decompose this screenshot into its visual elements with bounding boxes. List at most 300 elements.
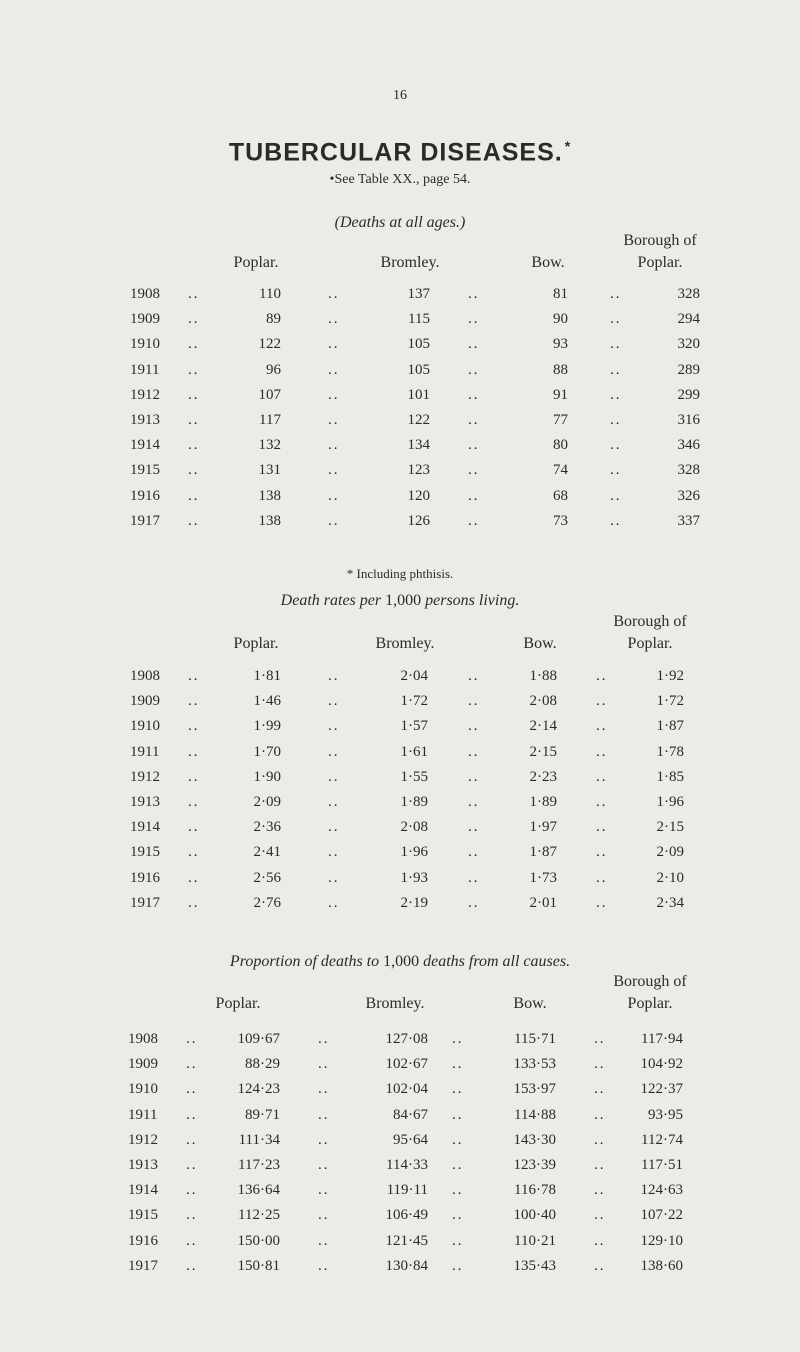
table-cell: 2·41 <box>253 844 281 861</box>
table-cell: 328 <box>677 286 700 302</box>
row-year: 1909 <box>130 693 160 710</box>
leader-dots: .. <box>468 311 480 328</box>
leader-dots: .. <box>610 311 622 328</box>
table-cell: 136·64 <box>237 1182 280 1199</box>
leader-dots: .. <box>610 462 622 479</box>
leader-dots: .. <box>188 361 200 378</box>
leader-dots: .. <box>186 1056 198 1073</box>
table-cell: 1·73 <box>529 869 557 886</box>
row-year: 1908 <box>130 668 160 684</box>
table-cell: 1·78 <box>656 743 684 760</box>
table-cell: 127·08 <box>385 1031 428 1047</box>
leader-dots: .. <box>596 819 608 836</box>
table-cell: 1·61 <box>400 743 428 760</box>
table-cell: 1·89 <box>529 794 557 810</box>
leader-dots: .. <box>594 1081 606 1098</box>
leader-dots: .. <box>186 1207 198 1224</box>
leader-dots: .. <box>594 1182 606 1199</box>
leader-dots: .. <box>186 1232 198 1249</box>
leader-dots: .. <box>188 311 200 328</box>
leader-dots: .. <box>328 743 340 760</box>
table-cell: 102·04 <box>385 1081 428 1098</box>
table-cell: 93 <box>553 336 568 353</box>
leader-dots: .. <box>328 768 340 785</box>
leader-dots: .. <box>594 1131 606 1148</box>
table-cell: 117·23 <box>238 1157 280 1173</box>
leader-dots: .. <box>188 869 200 886</box>
row-year: 1916 <box>128 1232 158 1249</box>
table-cell: 1·72 <box>656 693 684 710</box>
table-cell: 1·81 <box>253 668 281 684</box>
table-cell: 2·09 <box>656 844 684 861</box>
table-cell: 130·84 <box>385 1257 428 1274</box>
column-header: Bow. <box>531 254 565 271</box>
leader-dots: .. <box>328 462 340 479</box>
table-cell: 126 <box>407 512 430 529</box>
row-year: 1909 <box>128 1056 158 1073</box>
leader-dots: .. <box>188 336 200 353</box>
leader-dots: .. <box>188 512 200 529</box>
row-year: 1914 <box>128 1182 158 1199</box>
leader-dots: .. <box>188 462 200 479</box>
leader-dots: .. <box>594 1106 606 1123</box>
table-cell: 120 <box>407 487 430 504</box>
leader-dots: .. <box>468 794 480 810</box>
column-header-borough-line2: Poplar. <box>637 254 683 271</box>
leader-dots: .. <box>596 768 608 785</box>
table-cell: 90 <box>553 311 568 328</box>
table-cell: 124·63 <box>640 1182 683 1199</box>
table-cell: 2·23 <box>529 768 557 785</box>
leader-dots: .. <box>468 361 480 378</box>
table-2-heading-b: persons living. <box>425 592 520 609</box>
table-cell: 133·53 <box>513 1056 556 1073</box>
table-cell: 135·43 <box>513 1257 556 1274</box>
table-cell: 117·94 <box>641 1031 683 1047</box>
leader-dots: .. <box>596 668 608 684</box>
leader-dots: .. <box>468 668 480 684</box>
leader-dots: .. <box>328 718 340 735</box>
leader-dots: .. <box>468 819 480 836</box>
table-cell: 111·34 <box>238 1131 280 1148</box>
leader-dots: .. <box>328 844 340 861</box>
table-cell: 73 <box>553 512 568 529</box>
row-year: 1909 <box>130 311 160 328</box>
leader-dots: .. <box>594 1056 606 1073</box>
row-year: 1913 <box>130 794 160 810</box>
table-cell: 102·67 <box>385 1056 428 1073</box>
table-cell: 124·23 <box>237 1081 280 1098</box>
table-cell: 101 <box>407 386 430 403</box>
table-cell: 115·71 <box>514 1031 556 1047</box>
leader-dots: .. <box>610 286 622 302</box>
column-header-borough-line1: Borough of <box>613 613 687 630</box>
leader-dots: .. <box>468 894 480 911</box>
leader-dots: .. <box>318 1257 330 1274</box>
table-cell: 121·45 <box>385 1232 428 1249</box>
row-year: 1915 <box>130 462 160 479</box>
table-cell: 1·88 <box>529 668 557 684</box>
leader-dots: .. <box>188 693 200 710</box>
row-year: 1908 <box>128 1031 158 1047</box>
row-year: 1915 <box>130 844 160 861</box>
leader-dots: .. <box>318 1207 330 1224</box>
row-year: 1913 <box>130 412 160 428</box>
leader-dots: .. <box>610 336 622 353</box>
leader-dots: .. <box>468 718 480 735</box>
leader-dots: .. <box>468 412 480 428</box>
table-cell: 80 <box>553 437 568 454</box>
table-cell: 346 <box>677 437 700 454</box>
table-cell: 110·21 <box>514 1232 556 1249</box>
row-year: 1917 <box>130 894 160 911</box>
leader-dots: .. <box>452 1131 464 1148</box>
row-year: 1917 <box>128 1257 158 1274</box>
row-year: 1910 <box>128 1081 158 1098</box>
table-cell: 122 <box>258 336 281 353</box>
leader-dots: .. <box>610 386 622 403</box>
row-year: 1914 <box>130 819 160 836</box>
table-cell: 294 <box>677 311 700 328</box>
leader-dots: .. <box>452 1106 464 1123</box>
table-cell: 106·49 <box>385 1207 428 1224</box>
leader-dots: .. <box>468 437 480 454</box>
table-cell: 1·46 <box>253 693 281 710</box>
table-cell: 1·55 <box>400 768 428 785</box>
table-cell: 328 <box>677 462 700 479</box>
leader-dots: .. <box>594 1207 606 1224</box>
leader-dots: .. <box>328 894 340 911</box>
leader-dots: .. <box>594 1157 606 1173</box>
table-cell: 1·90 <box>253 768 281 785</box>
table-cell: 1·97 <box>529 819 557 836</box>
table-cell: 316 <box>677 412 700 428</box>
table-3-heading-a: Proportion of deaths to <box>229 953 384 970</box>
leader-dots: .. <box>318 1031 330 1047</box>
column-header: Bow. <box>513 995 547 1012</box>
leader-dots: .. <box>594 1031 606 1047</box>
table-cell: 129·10 <box>640 1232 683 1249</box>
table-2-heading-a: Death rates <box>280 592 360 609</box>
table-cell: 2·76 <box>253 894 281 911</box>
leader-dots: .. <box>452 1182 464 1199</box>
column-header-borough-line2: Poplar. <box>627 635 673 652</box>
table-cell: 93·95 <box>648 1106 683 1123</box>
leader-dots: .. <box>188 844 200 861</box>
table-cell: 1·70 <box>253 743 281 760</box>
table-cell: 96 <box>266 361 281 378</box>
table-cell: 112·74 <box>641 1131 683 1148</box>
see-table-note: •See Table XX., page 54. <box>329 172 471 187</box>
table-cell: 150·00 <box>237 1232 280 1249</box>
leader-dots: .. <box>328 311 340 328</box>
table-cell: 77 <box>553 412 568 428</box>
table-cell: 100·40 <box>513 1207 556 1224</box>
leader-dots: .. <box>318 1232 330 1249</box>
leader-dots: .. <box>594 1257 606 1274</box>
leader-dots: .. <box>188 819 200 836</box>
leader-dots: .. <box>452 1257 464 1274</box>
leader-dots: .. <box>318 1081 330 1098</box>
table-cell: 1·85 <box>656 768 684 785</box>
table-cell: 2·36 <box>253 819 281 836</box>
leader-dots: .. <box>468 286 480 302</box>
leader-dots: .. <box>596 894 608 911</box>
table-cell: 84·67 <box>393 1106 428 1123</box>
table-cell: 2·08 <box>529 693 557 710</box>
title-text: TUBERCULAR DISEASES. <box>228 138 563 167</box>
table-cell: 153·97 <box>513 1081 556 1098</box>
leader-dots: .. <box>452 1031 464 1047</box>
row-year: 1914 <box>130 437 160 454</box>
leader-dots: .. <box>468 844 480 861</box>
table-cell: 1·96 <box>400 844 428 861</box>
leader-dots: .. <box>328 512 340 529</box>
table-cell: 107 <box>258 386 281 403</box>
leader-dots: .. <box>186 1106 198 1123</box>
table-cell: 131 <box>258 462 281 479</box>
table-cell: 138·60 <box>640 1257 683 1274</box>
leader-dots: .. <box>186 1257 198 1274</box>
table-cell: 74 <box>553 462 568 479</box>
table-cell: 112·25 <box>238 1207 280 1224</box>
leader-dots: .. <box>468 386 480 403</box>
leader-dots: .. <box>468 743 480 760</box>
table-cell: 104·92 <box>640 1056 683 1073</box>
table-cell: 2·15 <box>656 819 684 836</box>
table-cell: 91 <box>553 386 568 403</box>
leader-dots: .. <box>610 487 622 504</box>
leader-dots: .. <box>188 768 200 785</box>
table-cell: 2·08 <box>400 819 428 836</box>
leader-dots: .. <box>468 336 480 353</box>
table-cell: 2·14 <box>529 718 557 735</box>
column-header: Poplar. <box>215 995 261 1012</box>
table-cell: 2·01 <box>529 894 557 911</box>
leader-dots: .. <box>188 487 200 504</box>
table-cell: 1·96 <box>656 794 684 810</box>
leader-dots: .. <box>188 894 200 911</box>
leader-dots: .. <box>596 869 608 886</box>
leader-dots: .. <box>468 768 480 785</box>
table-cell: 105 <box>407 336 430 353</box>
table-cell: 1·87 <box>656 718 684 735</box>
table-cell: 2·10 <box>656 869 684 886</box>
row-year: 1912 <box>130 386 160 403</box>
table-cell: 122·37 <box>640 1081 683 1098</box>
table-2-heading-number: 1,000 <box>381 592 426 609</box>
table-cell: 89 <box>266 311 281 328</box>
column-header: Bromley. <box>380 254 440 271</box>
table-cell: 110 <box>259 286 281 302</box>
table-cell: 326 <box>677 487 700 504</box>
leader-dots: .. <box>186 1157 198 1173</box>
table-cell: 1·99 <box>253 718 281 735</box>
column-header-borough-line2: Poplar. <box>627 995 673 1012</box>
leader-dots: .. <box>188 794 200 810</box>
leader-dots: .. <box>318 1182 330 1199</box>
table-cell: 88·29 <box>245 1056 280 1073</box>
column-header: Bow. <box>523 635 557 652</box>
page-title <box>0 138 800 167</box>
table-cell: 2·04 <box>400 668 428 684</box>
leader-dots: .. <box>596 718 608 735</box>
row-year: 1911 <box>130 743 160 760</box>
table-cell: 2·19 <box>400 894 428 911</box>
column-header: Bromley. <box>375 635 435 652</box>
table-cell: 2·15 <box>529 743 557 760</box>
row-year: 1908 <box>130 286 160 302</box>
row-year: 1912 <box>130 768 160 785</box>
leader-dots: .. <box>468 512 480 529</box>
leader-dots: .. <box>596 693 608 710</box>
leader-dots: .. <box>186 1131 198 1148</box>
table-cell: 123 <box>407 462 430 479</box>
leader-dots: .. <box>594 1232 606 1249</box>
leader-dots: .. <box>188 718 200 735</box>
leader-dots: .. <box>328 286 340 302</box>
table-cell: 1·93 <box>400 869 428 886</box>
leader-dots: .. <box>452 1207 464 1224</box>
row-year: 1916 <box>130 487 160 504</box>
table-cell: 1·92 <box>656 668 684 684</box>
row-year: 1910 <box>130 336 160 353</box>
page-number: 16 <box>393 88 407 103</box>
row-year: 1913 <box>128 1157 158 1173</box>
leader-dots: .. <box>610 437 622 454</box>
table-cell: 2·09 <box>253 794 281 810</box>
table-cell: 320 <box>677 336 700 353</box>
leader-dots: .. <box>188 412 200 428</box>
table-cell: 116·78 <box>514 1182 556 1199</box>
leader-dots: .. <box>610 512 622 529</box>
leader-dots: .. <box>328 386 340 403</box>
table-cell: 115 <box>408 311 430 328</box>
row-year: 1917 <box>130 512 160 529</box>
table-cell: 337 <box>677 512 700 529</box>
column-header: Bromley. <box>365 995 425 1012</box>
table-cell: 134 <box>407 437 430 454</box>
table-cell: 2·34 <box>656 894 684 911</box>
table-cell: 1·72 <box>400 693 428 710</box>
table-cell: 122 <box>407 412 430 428</box>
row-year: 1916 <box>130 869 160 886</box>
table-cell: 138 <box>258 487 281 504</box>
row-year: 1910 <box>130 718 160 735</box>
leader-dots: .. <box>188 437 200 454</box>
leader-dots: .. <box>328 412 340 428</box>
leader-dots: .. <box>328 668 340 684</box>
column-header-borough-line1: Borough of <box>613 973 687 990</box>
table-cell: 143·30 <box>513 1131 556 1148</box>
table-cell: 1·89 <box>400 794 428 810</box>
table-3-heading-b: deaths from all causes. <box>419 953 571 970</box>
leader-dots: .. <box>468 693 480 710</box>
table-cell: 117·51 <box>641 1157 683 1173</box>
leader-dots: .. <box>610 361 622 378</box>
row-year: 1911 <box>128 1106 158 1123</box>
leader-dots: .. <box>186 1081 198 1098</box>
table-cell: 289 <box>677 361 700 378</box>
table-cell: 105 <box>407 361 430 378</box>
leader-dots: .. <box>328 487 340 504</box>
leader-dots: .. <box>188 286 200 302</box>
column-header: Poplar. <box>233 254 279 271</box>
table-1-heading: (Deaths at all ages.) <box>334 214 466 231</box>
leader-dots: .. <box>328 869 340 886</box>
table-2-heading <box>0 592 800 610</box>
leader-dots: .. <box>610 412 622 428</box>
table-cell: 114·33 <box>386 1157 428 1173</box>
leader-dots: .. <box>186 1182 198 1199</box>
table-2-heading-per: per <box>359 592 382 609</box>
leader-dots: .. <box>328 693 340 710</box>
leader-dots: .. <box>452 1056 464 1073</box>
table-cell: 68 <box>553 487 568 504</box>
row-year: 1915 <box>128 1207 158 1224</box>
leader-dots: .. <box>596 794 608 810</box>
leader-dots: .. <box>328 794 340 810</box>
table-3-heading-number: 1,000 <box>383 953 420 970</box>
leader-dots: .. <box>188 743 200 760</box>
leader-dots: .. <box>328 336 340 353</box>
column-header-borough-line1: Borough of <box>623 232 697 249</box>
column-header: Poplar. <box>233 635 279 652</box>
leader-dots: .. <box>452 1081 464 1098</box>
title-footnote-mark: * <box>564 138 572 154</box>
leader-dots: .. <box>468 462 480 479</box>
table-cell: 150·81 <box>237 1257 280 1274</box>
leader-dots: .. <box>318 1056 330 1073</box>
table-cell: 123·39 <box>513 1157 556 1173</box>
table-cell: 132 <box>258 437 281 454</box>
leader-dots: .. <box>318 1157 330 1173</box>
table-cell: 2·56 <box>253 869 281 886</box>
leader-dots: .. <box>318 1131 330 1148</box>
leader-dots: .. <box>328 361 340 378</box>
leader-dots: .. <box>186 1031 198 1047</box>
row-year: 1911 <box>130 361 160 378</box>
table-3-heading <box>0 953 800 971</box>
table-cell: 117 <box>259 412 281 428</box>
table-cell: 88 <box>553 361 568 378</box>
leader-dots: .. <box>452 1157 464 1173</box>
table-cell: 137 <box>407 286 430 302</box>
leader-dots: .. <box>328 437 340 454</box>
leader-dots: .. <box>328 819 340 836</box>
table-cell: 107·22 <box>640 1207 683 1224</box>
table-cell: 119·11 <box>386 1182 428 1199</box>
row-year: 1912 <box>128 1131 158 1148</box>
leader-dots: .. <box>452 1232 464 1249</box>
leader-dots: .. <box>188 386 200 403</box>
leader-dots: .. <box>596 743 608 760</box>
table-cell: 95·64 <box>393 1131 428 1148</box>
leader-dots: .. <box>596 844 608 861</box>
table-cell: 89·71 <box>245 1106 280 1123</box>
table-cell: 1·87 <box>529 844 557 861</box>
table-cell: 81 <box>553 286 568 302</box>
table-cell: 138 <box>258 512 281 529</box>
leader-dots: .. <box>468 487 480 504</box>
table-cell: 109·67 <box>237 1031 280 1047</box>
leader-dots: .. <box>468 869 480 886</box>
table-cell: 1·57 <box>400 718 428 735</box>
table-cell: 299 <box>677 386 700 403</box>
table-cell: 114·88 <box>514 1106 556 1123</box>
leader-dots: .. <box>318 1106 330 1123</box>
leader-dots: .. <box>188 668 200 684</box>
